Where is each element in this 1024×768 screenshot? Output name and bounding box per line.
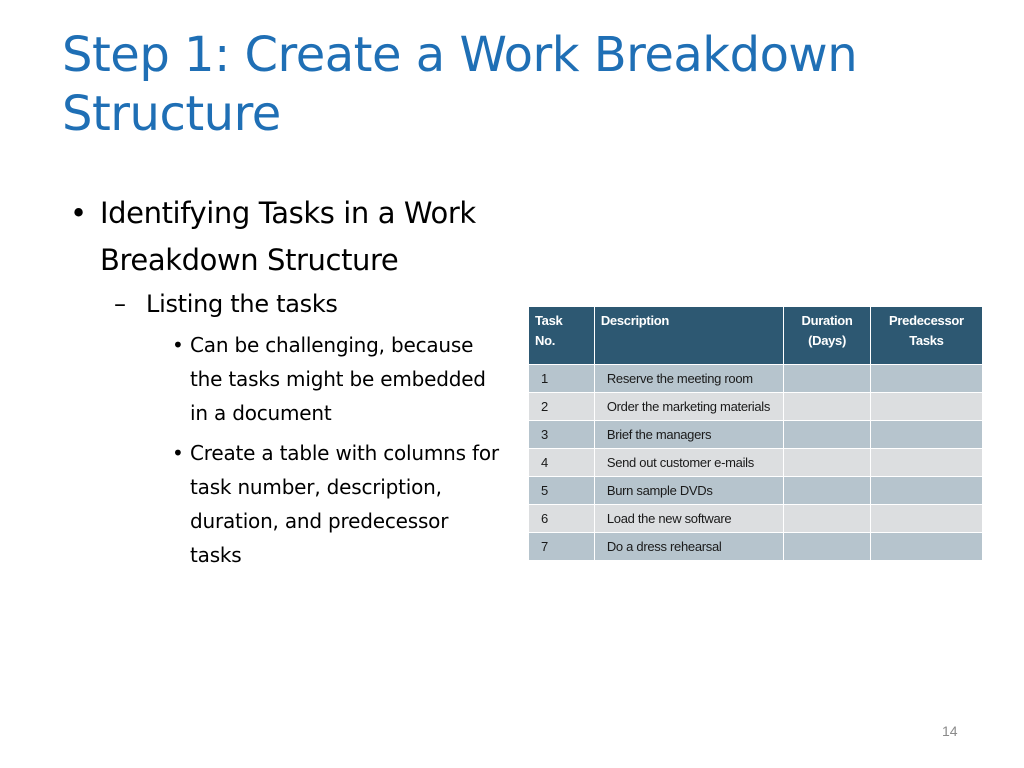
table-row bbox=[529, 449, 983, 477]
header-duration-line1: Duration bbox=[801, 313, 853, 328]
task-no-cell: 1 bbox=[529, 365, 595, 393]
task-duration-cell bbox=[784, 365, 871, 393]
task-description-cell: Send out customer e-mails bbox=[594, 449, 783, 477]
slide-body bbox=[62, 190, 502, 572]
task-no-cell: 7 bbox=[529, 533, 595, 561]
bullet-level3-text: Create a table with columns for task number, description, duration, and predecessor tasks bbox=[190, 441, 499, 567]
task-no-cell: 3 bbox=[529, 421, 595, 449]
task-description-cell: Burn sample DVDs bbox=[594, 477, 783, 505]
header-duration-line2: (Days) bbox=[808, 333, 847, 348]
bullet-level3-text: Can be challenging, because the tasks might be embedded in a document bbox=[190, 333, 486, 425]
task-duration-cell bbox=[784, 533, 871, 561]
task-duration-cell bbox=[784, 393, 871, 421]
bullet-level3 bbox=[172, 328, 502, 430]
task-table bbox=[528, 306, 983, 561]
header-task-no-line1: Task bbox=[535, 313, 563, 328]
bullet-level1-text: Identifying Tasks in a Work Breakdown Structure bbox=[100, 196, 476, 277]
bullet-level1 bbox=[62, 190, 502, 284]
task-description-cell: Do a dress rehearsal bbox=[594, 533, 783, 561]
bullet-dot-icon: • bbox=[172, 441, 184, 465]
table-header-row bbox=[529, 307, 983, 365]
task-predecessor-cell bbox=[870, 505, 982, 533]
task-description-cell: Order the marketing materials bbox=[594, 393, 783, 421]
task-predecessor-cell bbox=[870, 421, 982, 449]
header-task-no-line2: No. bbox=[535, 333, 556, 348]
bullet-level2 bbox=[114, 284, 502, 324]
header-predecessor-line1: Predecessor bbox=[889, 313, 964, 328]
task-predecessor-cell bbox=[870, 393, 982, 421]
table-row bbox=[529, 421, 983, 449]
header-predecessor-line2: Tasks bbox=[909, 333, 944, 348]
page-number: 14 bbox=[942, 723, 958, 739]
task-duration-cell bbox=[784, 449, 871, 477]
header-duration bbox=[784, 307, 871, 365]
bullet-level2-text: Listing the tasks bbox=[146, 290, 338, 318]
task-no-cell: 5 bbox=[529, 477, 595, 505]
header-description bbox=[594, 307, 783, 365]
task-duration-cell bbox=[784, 421, 871, 449]
table-row bbox=[529, 477, 983, 505]
table-row bbox=[529, 393, 983, 421]
slide-title: Step 1: Create a Work Breakdown Structure bbox=[62, 27, 858, 142]
task-no-cell: 4 bbox=[529, 449, 595, 477]
bullet-dot-icon: • bbox=[172, 333, 184, 357]
task-description-cell: Brief the managers bbox=[594, 421, 783, 449]
bullet-dot-icon: • bbox=[70, 196, 87, 230]
header-predecessor bbox=[870, 307, 982, 365]
table-row bbox=[529, 365, 983, 393]
task-no-cell: 2 bbox=[529, 393, 595, 421]
header-description-text: Description bbox=[600, 313, 670, 328]
bullet-dash-icon: – bbox=[114, 290, 126, 318]
task-predecessor-cell bbox=[870, 477, 982, 505]
task-duration-cell bbox=[784, 505, 871, 533]
task-predecessor-cell bbox=[870, 533, 982, 561]
header-task-no bbox=[529, 307, 595, 365]
task-description-cell: Reserve the meeting room bbox=[594, 365, 783, 393]
task-duration-cell bbox=[784, 477, 871, 505]
table-row bbox=[529, 533, 983, 561]
task-predecessor-cell bbox=[870, 449, 982, 477]
bullet-level3 bbox=[172, 436, 502, 572]
table-row bbox=[529, 505, 983, 533]
task-no-cell: 6 bbox=[529, 505, 595, 533]
task-description-cell: Load the new software bbox=[594, 505, 783, 533]
task-predecessor-cell bbox=[870, 365, 982, 393]
